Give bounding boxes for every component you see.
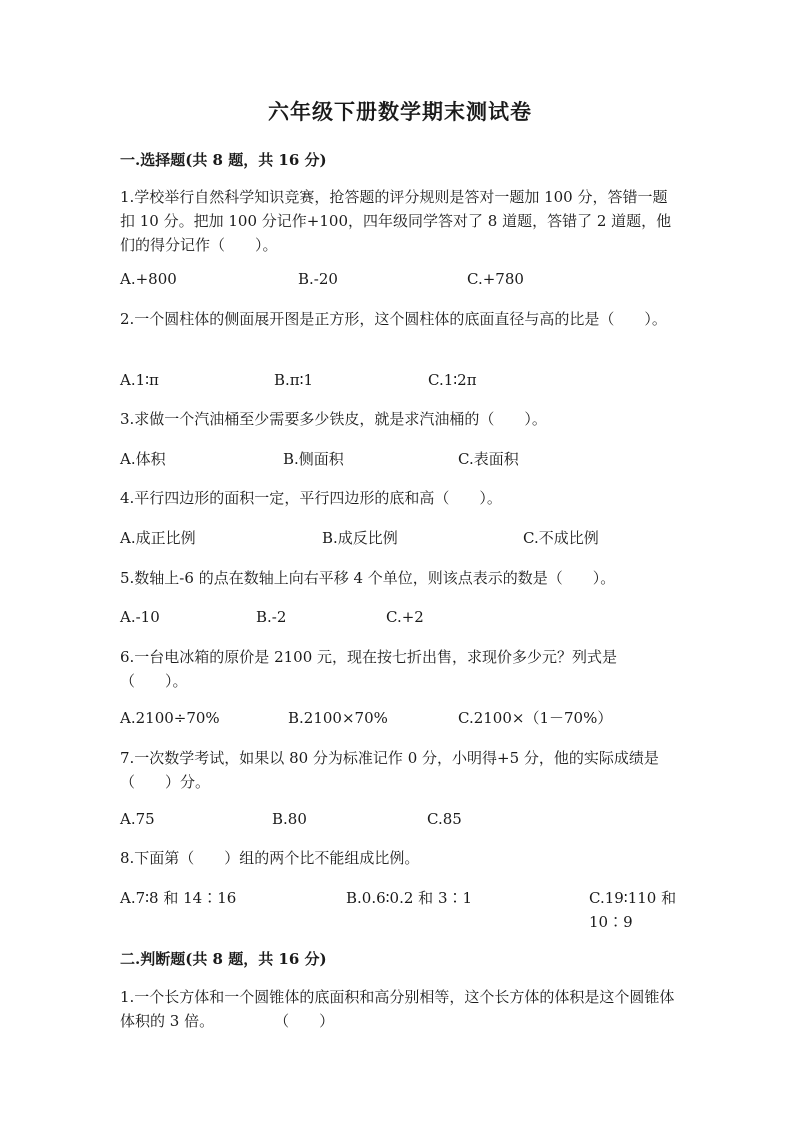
q4-option-a[interactable]: A.成正比例 <box>120 529 196 547</box>
page-title: 六年级下册数学期末测试卷 <box>268 99 532 124</box>
question-8: 8.下面第（ ）组的两个比不能组成比例。 <box>120 849 420 867</box>
q5-option-b[interactable]: B.-2 <box>256 608 287 626</box>
question-4: 4.平行四边形的面积一定，平行四边形的底和高（ ）。 <box>120 489 502 507</box>
q7-option-a[interactable]: A.75 <box>120 810 155 828</box>
q8-option-c[interactable]: C.19∶110 和 10∶9 <box>589 889 677 931</box>
q6-option-c[interactable]: C.2100×（1－70%） <box>458 709 613 727</box>
q1-option-c[interactable]: C.+780 <box>467 270 524 288</box>
q1-option-b[interactable]: B.-20 <box>298 270 338 288</box>
question-3: 3.求做一个汽油桶至少需要多少铁皮，就是求汽油桶的（ ）。 <box>120 410 547 428</box>
q8-option-b[interactable]: B.0.6∶0.2 和 3∶1 <box>346 889 473 907</box>
q6-option-b[interactable]: B.2100×70% <box>288 709 388 727</box>
q1-option-a[interactable]: A.+800 <box>120 270 177 288</box>
question-5: 5.数轴上-6 的点在数轴上向右平移 4 个单位，则该点表示的数是（ ）。 <box>120 569 616 587</box>
q2-option-a[interactable]: A.1∶π <box>120 371 159 389</box>
q3-option-a[interactable]: A.体积 <box>120 450 166 468</box>
q3-option-c[interactable]: C.表面积 <box>458 450 519 468</box>
q2-option-b[interactable]: B.π∶1 <box>274 371 314 389</box>
q4-option-b[interactable]: B.成反比例 <box>322 529 398 547</box>
q6-option-a[interactable]: A.2100÷70% <box>120 709 220 727</box>
q5-option-a[interactable]: A.-10 <box>120 608 160 626</box>
q5-option-c[interactable]: C.+2 <box>386 608 424 626</box>
section-heading-choice: 一.选择题(共 8 题，共 16 分) <box>120 151 327 169</box>
question-1: 1.学校举行自然科学知识竞赛，抢答题的评分规则是答对一题加 100 分，答错一题扣 10 分。把加 100 分记作+100，四年级同学答对了 8 道题，答错了 2 道题，他们的得分记作（ ）。 <box>120 188 672 254</box>
q8-option-a[interactable]: A.7∶8 和 14∶16 <box>120 889 237 907</box>
question-2: 2.一个圆柱体的侧面展开图是正方形，这个圆柱体的底面直径与高的比是（ ）。 <box>120 310 667 328</box>
judgement-question-1: 1.一个长方体和一个圆锥体的底面积和高分别相等，这个长方体的体积是这个圆锥体体积的 3 倍。 （ ） <box>120 988 675 1030</box>
q2-option-c[interactable]: C.1∶2π <box>428 371 477 389</box>
section-heading-judgement: 二.判断题(共 8 题，共 16 分) <box>120 950 327 968</box>
question-6: 6.一台电冰箱的原价是 2100 元，现在按七折出售，求现价多少元？列式是（ ）。 <box>120 648 618 690</box>
q7-option-c[interactable]: C.85 <box>427 810 462 828</box>
q3-option-b[interactable]: B.侧面积 <box>283 450 344 468</box>
q4-option-c[interactable]: C.不成比例 <box>523 529 599 547</box>
question-7: 7.一次数学考试，如果以 80 分为标准记作 0 分，小明得+5 分，他的实际成绩是（ ）分。 <box>120 749 659 791</box>
q7-option-b[interactable]: B.80 <box>272 810 307 828</box>
